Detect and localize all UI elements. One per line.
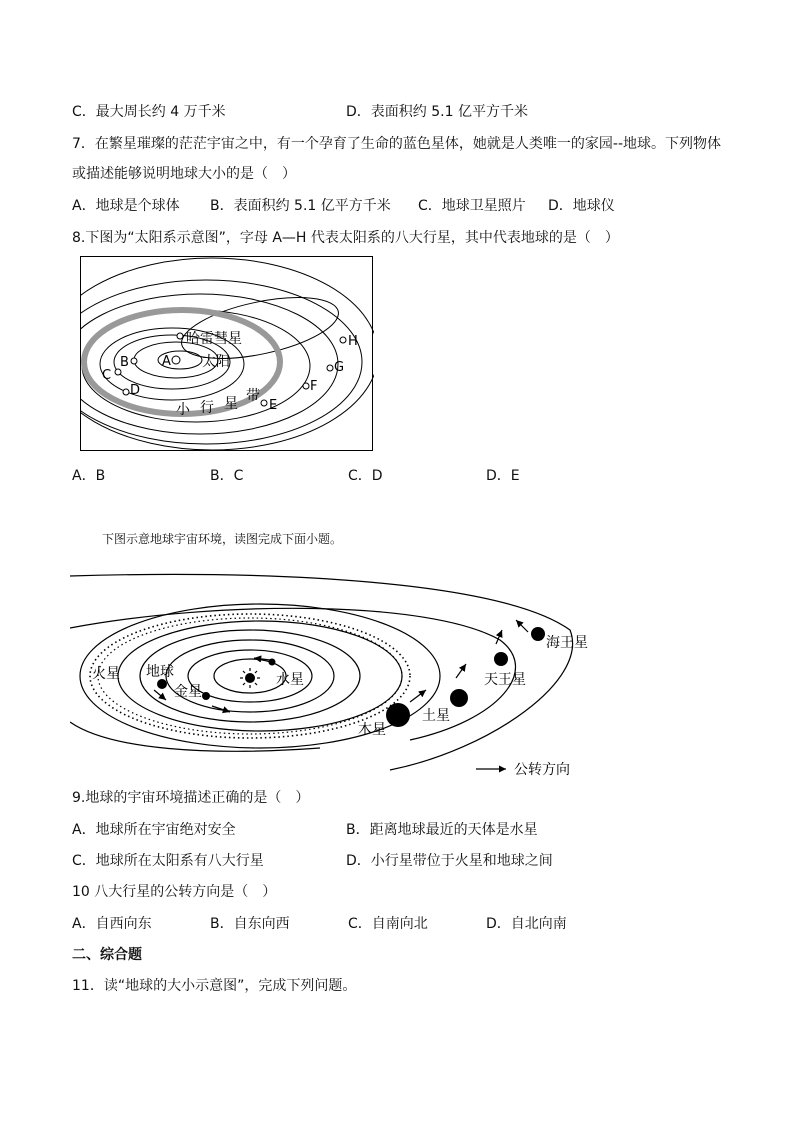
solar-system-figure-1 [80,256,374,452]
planet-letter-d: D [130,383,141,398]
section-title: 二、综合题 [72,947,142,963]
label-earth: 地球 [146,664,174,680]
planet-letter-f: F [310,379,318,394]
q8-option-b: B．C [210,468,244,484]
planet-letter-c: C [102,368,112,383]
q7-option-d: D．地球仪 [548,198,615,214]
q11-stem: 11．读“地球的大小示意图”，完成下列问题。 [72,978,357,994]
q6-option-d: D．表面积约 5.1 亿平方千米 [346,104,528,120]
label-neptune: 海王星 [546,635,588,651]
sun-icon [172,356,180,364]
label-mars: 火星 [92,666,120,682]
solar-system-figure-2 [70,560,610,780]
neptune-marker [531,627,545,641]
planet-c-marker [115,369,121,375]
comet-marker [177,333,183,339]
q10-option-a: A．自西向东 [72,916,152,932]
label-mercury: 水星 [276,672,304,688]
q7-option-b: B．表面积约 5.1 亿平方千米 [210,198,391,214]
q8-option-d: D．E [486,468,520,484]
q7-option-a: A．地球是个球体 [72,198,180,214]
planet-e-marker [261,400,267,406]
q9-option-c: C．地球所在太阳系有八大行星 [72,853,264,869]
q9-10-intro: 下图示意地球宇宙环境，读图完成下面小题。 [102,532,343,546]
q9-stem: 9.地球的宇宙环境描述正确的是（ ） [72,790,310,806]
q9-option-b: B．距离地球最近的天体是水星 [346,822,538,838]
q8-option-a: A．B [72,468,106,484]
q10-stem: 10 八大行星的公转方向是（ ） [72,884,277,900]
belt-char-2: 行 [200,400,214,416]
planet-b-marker [131,358,137,364]
planet-letter-e: E [269,398,278,413]
planet-letter-a: A [162,354,171,369]
q7-stem-line2: 或描述能够说明地球大小的是（ ） [72,166,296,182]
planet-letter-h: H [348,334,358,349]
q8-option-c: C．D [348,468,383,484]
q10-option-c: C．自南向北 [348,916,428,932]
earth-marker [157,679,167,689]
belt-char-4: 带 [246,388,260,404]
planet-letter-g: G [334,360,345,375]
sun-icon [245,673,255,683]
saturn-marker [450,689,468,707]
belt-char-1: 小 [176,402,190,418]
planet-f-marker [303,383,309,389]
q10-option-d: D．自北向南 [486,916,567,932]
q10-option-b: B．自东向西 [210,916,290,932]
planet-letter-b: B [120,355,129,370]
uranus-marker [494,652,508,666]
label-venus: 金星 [174,684,202,700]
sun-label: 太阳 [202,354,230,370]
comet-label: 哈雷彗星 [186,331,242,347]
q9-option-a: A．地球所在宇宙绝对安全 [72,822,236,838]
legend-label: 公转方向 [514,762,570,778]
q7-option-c: C．地球卫星照片 [418,198,526,214]
label-uranus: 天王星 [484,672,526,688]
q6-option-c: C．最大周长约 4 万千米 [72,104,226,120]
label-jupiter: 木星 [358,722,386,738]
q8-stem: 8.下图为“太阳系示意图”，字母 A—H 代表太阳系的八大行星，其中代表地球的是（ ） [72,230,619,246]
planet-d-marker [123,389,129,395]
jupiter-marker [386,703,410,727]
q7-stem-line1: 7．在繁星璀璨的茫茫宇宙之中，有一个孕育了生命的蓝色星体，她就是人类唯一的家园--地球。下列物体 [72,136,722,152]
q9-option-d: D．小行星带位于火星和地球之间 [346,853,553,869]
label-saturn: 土星 [422,708,450,724]
planet-h-marker [340,337,346,343]
venus-marker [202,692,210,700]
belt-char-3: 星 [224,396,238,412]
planet-g-marker [327,365,333,371]
